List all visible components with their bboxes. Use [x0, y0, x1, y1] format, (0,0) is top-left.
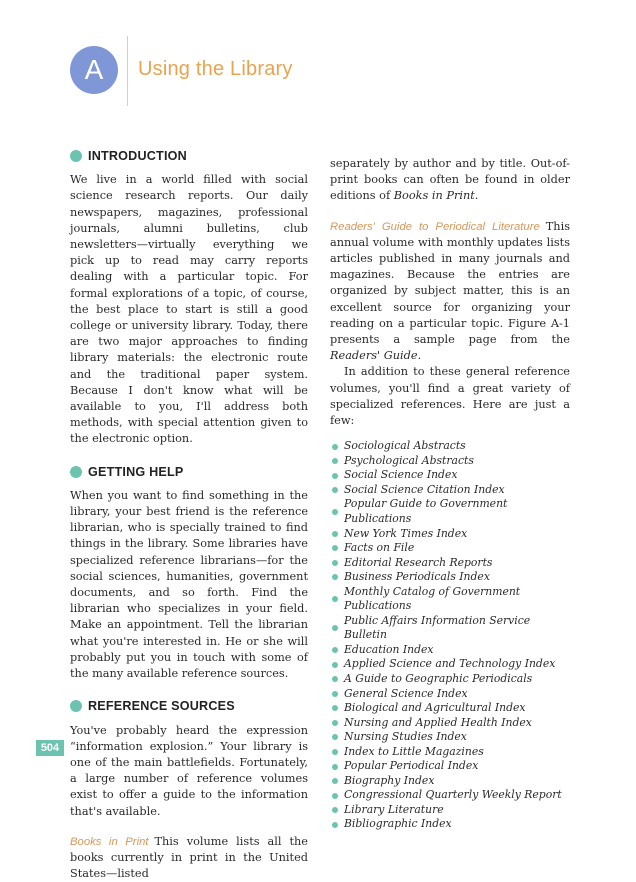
- circle-bullet-icon: [332, 625, 338, 631]
- reference-title: Psychological Abstracts: [344, 453, 474, 467]
- reference-list-item: [330, 454, 570, 469]
- chapter-badge: A: [70, 46, 118, 94]
- circle-bullet-icon: [332, 444, 338, 450]
- reference-title: Monthly Catalog of Government Publications: [344, 584, 521, 613]
- readers-guide-title-ref: Readers' Guide.: [330, 349, 422, 363]
- reference-list-item: [330, 527, 570, 542]
- reference-list-item: [330, 541, 570, 556]
- reference-list-item: [330, 672, 570, 687]
- additional-references-paragraph: In addition to these general reference volumes, you'll find a great variety of specialized references. Here are just a few:: [330, 365, 570, 428]
- reference-list-item: [330, 687, 570, 702]
- circle-bullet-icon: [332, 676, 338, 682]
- circle-bullet-icon: [332, 720, 338, 726]
- reference-list-item: [330, 774, 570, 789]
- reference-title: Biological and Agricultural Index: [344, 701, 526, 715]
- reference-title: Business Periodicals Index: [344, 570, 490, 584]
- reference-list-item: [330, 716, 570, 731]
- reference-title: Social Science Index: [344, 468, 458, 482]
- reference-list-item: [330, 817, 570, 832]
- reference-list-item: [330, 745, 570, 760]
- reference-title: Sociological Abstracts: [344, 439, 466, 453]
- reference-title: Index to Little Magazines: [344, 744, 484, 758]
- reference-title: Social Science Citation Index: [344, 482, 505, 496]
- circle-bullet-icon: [70, 700, 82, 712]
- reference-list-item: [330, 483, 570, 498]
- circle-bullet-icon: [332, 691, 338, 697]
- reference-list-item: [330, 585, 570, 614]
- readers-guide-term: Readers' Guide to Periodical Literature: [330, 220, 540, 233]
- reference-title: A Guide to Geographic Periodicals: [344, 672, 533, 685]
- circle-bullet-icon: [332, 734, 338, 740]
- reference-title: General Science Index: [344, 686, 468, 700]
- reference-title: Education Index: [344, 642, 434, 656]
- books-in-print-text: This volume lists all the books currently in print in the United States—listed: [70, 834, 308, 881]
- readers-guide-text: This annual volume with monthly updates lists articles published in many journals and magazines. Because the entries are organized by subject matter, this is an excellent source for organizing your reading on a particular topic. Figure A-1 presents a sample page from the: [330, 219, 570, 347]
- left-column: [70, 148, 308, 882]
- circle-bullet-icon: [332, 531, 338, 537]
- circle-bullet-icon: [332, 487, 338, 493]
- reference-list-item: [330, 556, 570, 571]
- reference-list-item: [330, 570, 570, 585]
- getting-help-paragraph: When you want to find something in the library, your best friend is the reference librarian, who is specially trained to find things in the library. Some libraries have specialized reference librarians—for the social sciences, humanities, government documents, and so forth. Find the librarian who specializes in your field. Make an appointment. Tell the librarian what you're interested in. He or she will probably put you in touch with some of the many available reference sources.: [70, 488, 308, 681]
- circle-bullet-icon: [332, 509, 338, 515]
- reference-list-item: [330, 439, 570, 454]
- circle-bullet-icon: [332, 458, 338, 464]
- circle-bullet-icon: [332, 560, 338, 566]
- reference-title: Nursing and Applied Health Index: [344, 715, 532, 729]
- reference-sources-heading-text: REFERENCE SOURCES: [88, 699, 235, 714]
- circle-bullet-icon: [332, 662, 338, 668]
- getting-help-heading: [70, 464, 308, 480]
- reference-list-item: [330, 614, 570, 643]
- reference-list-item: [330, 643, 570, 658]
- chapter-title: Using the Library: [138, 58, 293, 80]
- reference-list-item: [330, 497, 570, 526]
- reference-sources-paragraph: You've probably heard the expression “information explosion.” Your library is one of the main battlefields. Fortunately, a large number of reference volumes exist to offer a guide to the information that's available.: [70, 723, 308, 818]
- getting-help-heading-text: GETTING HELP: [88, 464, 184, 479]
- books-in-print-title-ref: Books in Print.: [393, 189, 479, 203]
- circle-bullet-icon: [332, 574, 338, 580]
- introduction-heading: [70, 148, 308, 164]
- reference-title: Public Affairs Information Service Bulletin: [344, 613, 531, 642]
- books-in-print-continued: [330, 156, 570, 205]
- circle-bullet-icon: [332, 764, 338, 770]
- reference-title: Biography Index: [344, 773, 435, 787]
- circle-bullet-icon: [332, 545, 338, 551]
- books-in-print-paragraph: [70, 834, 308, 882]
- introduction-paragraph: We live in a world filled with social science research reports. Our daily newspapers, magazines, professional journals, alumni bulletins, club newsletters—virtually everything we pick up to read may carry reports dealing with a particular topic. For formal explorations of a topic, of course, the best place to start is still a good college or university library. Today, there are two major approaches to finding library materials: the electronic route and the traditional paper system. Because I don't know what will be available to you, I'll address both methods, with special attention given to the electronic option.: [70, 173, 308, 446]
- reference-list-item: [330, 803, 570, 818]
- reference-title: Nursing Studies Index: [344, 730, 467, 744]
- reference-title: Popular Periodical Index: [344, 759, 479, 773]
- reference-title: Congressional Quarterly Weekly Report: [344, 788, 562, 802]
- reference-title: Library Literature: [344, 802, 444, 816]
- reference-sources-heading: [70, 698, 308, 714]
- circle-bullet-icon: [70, 466, 82, 478]
- reference-title: Applied Science and Technology Index: [344, 657, 556, 671]
- reference-list-item: [330, 468, 570, 483]
- reference-list-item: [330, 701, 570, 716]
- readers-guide-paragraph: [330, 219, 570, 365]
- reference-title: New York Times Index: [344, 526, 468, 540]
- reference-title: Bibliographic Index: [344, 817, 452, 831]
- books-in-print-continued-text: separately by author and by title. Out-of-print books can often be found in older editions of: [330, 157, 570, 203]
- introduction-heading-text: INTRODUCTION: [88, 149, 187, 163]
- circle-bullet-icon: [332, 778, 338, 784]
- reference-list-item: [330, 657, 570, 672]
- circle-bullet-icon: [332, 647, 338, 653]
- reference-title: Popular Guide to Government Publications: [344, 497, 508, 525]
- reference-list: [330, 439, 570, 832]
- circle-bullet-icon: [332, 705, 338, 711]
- circle-bullet-icon: [332, 473, 338, 479]
- circle-bullet-icon: [332, 596, 338, 602]
- right-column: [330, 156, 570, 832]
- circle-bullet-icon: [332, 793, 338, 799]
- reference-list-item: [330, 788, 570, 803]
- circle-bullet-icon: [332, 822, 338, 828]
- page-number: 504: [36, 740, 64, 756]
- reference-list-item: [330, 759, 570, 774]
- circle-bullet-icon: [70, 150, 82, 162]
- reference-title: Editorial Research Reports: [344, 555, 493, 569]
- reference-title: Facts on File: [344, 541, 415, 555]
- circle-bullet-icon: [332, 749, 338, 755]
- books-in-print-term: Books in Print: [70, 835, 149, 848]
- header-divider: [127, 36, 128, 106]
- circle-bullet-icon: [332, 807, 338, 813]
- reference-list-item: [330, 730, 570, 745]
